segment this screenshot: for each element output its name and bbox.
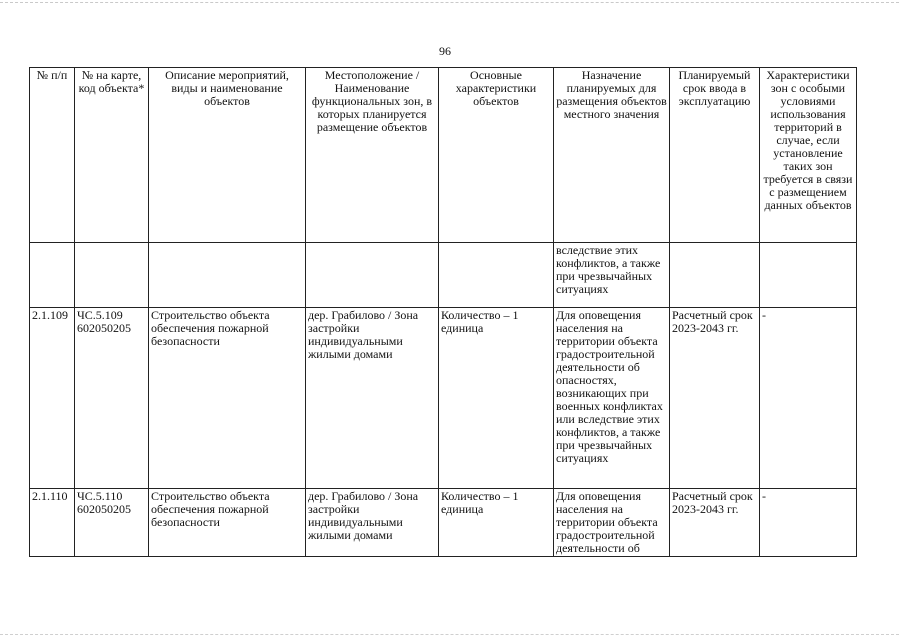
object-code: 602050205	[77, 502, 131, 516]
object-code: 602050205	[77, 321, 131, 335]
map-code: ЧС.5.110	[77, 489, 123, 503]
cell-location: дер. Грабилово / Зона застройки индивидуальными жилыми домами	[306, 308, 439, 489]
header-term: Планируемый срок ввода в эксплуатацию	[670, 68, 760, 243]
term-label: Расчетный срок	[672, 489, 753, 503]
header-characteristics: Основные характеристики объектов	[439, 68, 554, 243]
cell-term	[670, 489, 760, 557]
table-row-continuation	[30, 243, 857, 308]
table-row	[30, 308, 857, 489]
table-header-row	[30, 68, 857, 243]
cell-location: дер. Грабилово / Зона застройки индивидуальными жилыми домами	[306, 489, 439, 557]
cell-characteristics: Количество – 1 единица	[439, 489, 554, 557]
cell-purpose: вследствие этих конфликтов, а также при чрезвычайных ситуациях	[554, 243, 670, 308]
cell-empty	[30, 243, 75, 308]
page-number: 96	[439, 44, 451, 58]
header-map-code: № на карте, код объекта*	[75, 68, 149, 243]
header-location: Местоположение / Наименование функциональных зон, в которых планируется размещение объектов	[306, 68, 439, 243]
term-label: Расчетный срок	[672, 308, 753, 322]
term-years: 2023-2043 гг.	[672, 321, 739, 335]
header-description: Описание мероприятий, виды и наименование объектов	[149, 68, 306, 243]
cell-empty	[439, 243, 554, 308]
cell-map-code	[75, 489, 149, 557]
cell-empty	[149, 243, 306, 308]
cell-characteristics: Количество – 1 единица	[439, 308, 554, 489]
cell-purpose: Для оповещения населения на территории объекта градостроительной деятельности об опасностях, возникающих при военных конфликтах или вследствие этих конфликтов, а также при чрезвычайных ситуациях	[554, 308, 670, 489]
cell-empty	[306, 243, 439, 308]
cell-empty	[75, 243, 149, 308]
scan-edge-bottom	[0, 634, 899, 635]
cell-zones: -	[760, 308, 857, 489]
header-purpose: Назначение планируемых для размещения объектов местного значения	[554, 68, 670, 243]
cell-description: Строительство объекта обеспечения пожарной безопасности	[149, 308, 306, 489]
map-code: ЧС.5.109	[77, 308, 123, 322]
term-years: 2023-2043 гг.	[672, 502, 739, 516]
scan-edge-top	[0, 2, 899, 3]
objects-table	[29, 67, 857, 557]
cell-empty	[760, 243, 857, 308]
cell-zones: -	[760, 489, 857, 557]
cell-number: 2.1.110	[30, 489, 75, 557]
header-number: № п/п	[30, 68, 75, 243]
cell-term	[670, 308, 760, 489]
cell-empty	[670, 243, 760, 308]
cell-purpose: Для оповещения населения на территории объекта градостроительной деятельности об	[554, 489, 670, 557]
cell-map-code	[75, 308, 149, 489]
table-row	[30, 489, 857, 557]
header-zones: Характеристики зон с особыми условиями использования территорий в случае, если установление таких зон требуется в связи с размещением данных объектов	[760, 68, 857, 243]
cell-number: 2.1.109	[30, 308, 75, 489]
cell-description: Строительство объекта обеспечения пожарной безопасности	[149, 489, 306, 557]
